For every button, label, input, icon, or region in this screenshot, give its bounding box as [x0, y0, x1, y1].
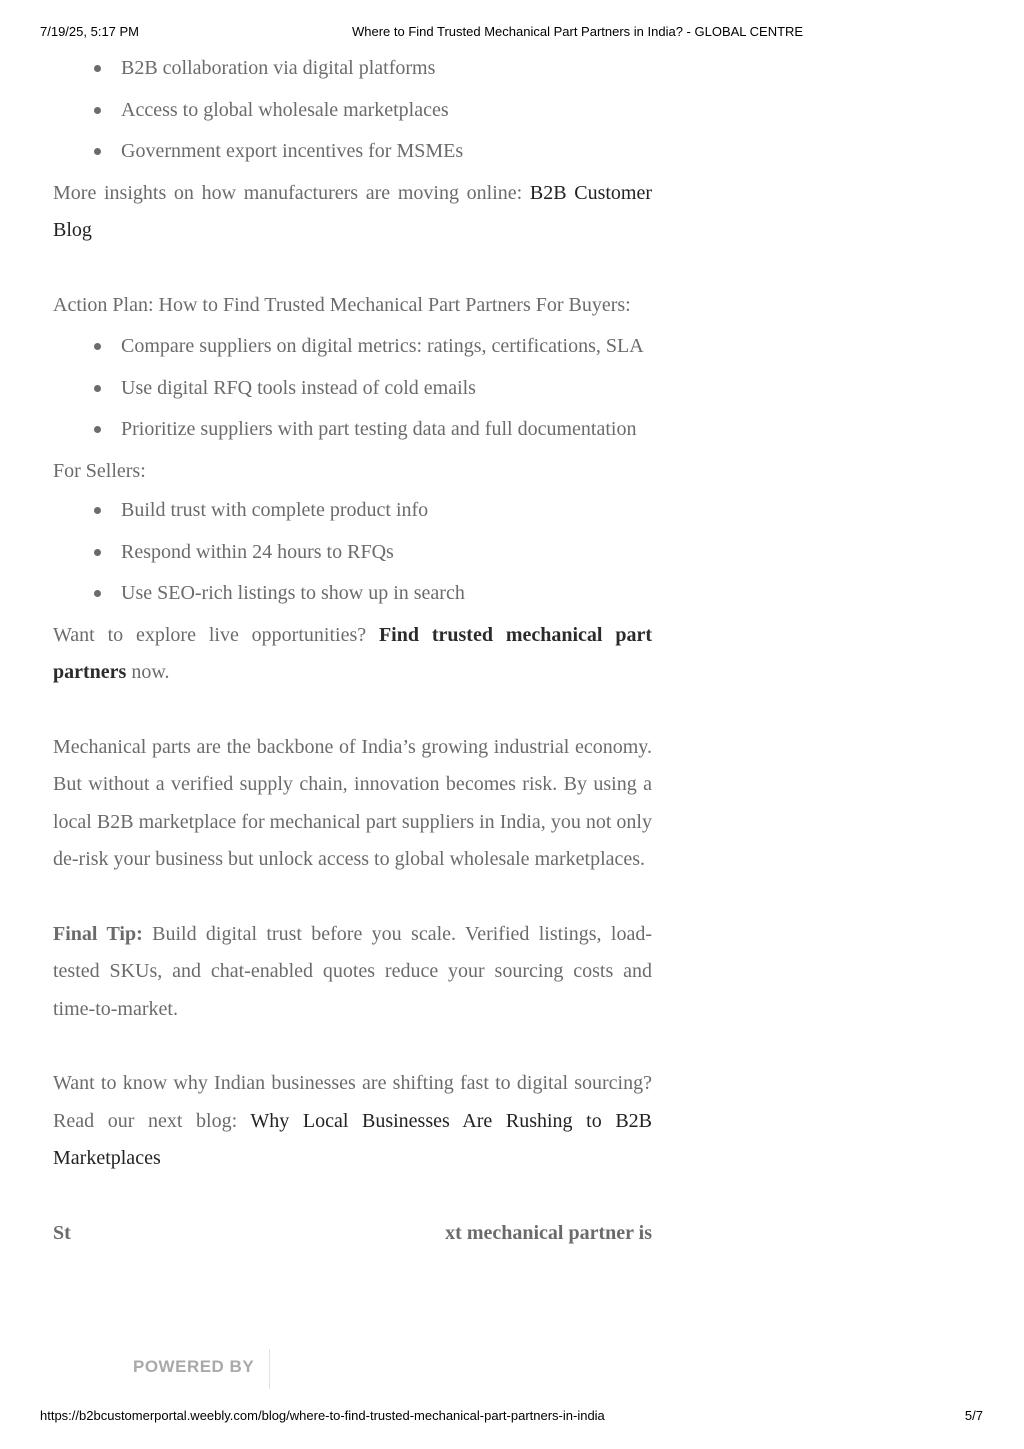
badge-divider	[269, 1349, 270, 1389]
list-item: Build trust with complete product info	[121, 492, 652, 530]
list-item: Use digital RFQ tools instead of cold emails	[121, 370, 652, 408]
insights-paragraph	[53, 175, 652, 250]
sellers-heading: For Sellers:	[53, 459, 146, 482]
cutoff-start: St	[53, 1221, 71, 1244]
cutoff-paragraph	[53, 1215, 652, 1253]
list-item: Respond within 24 hours to RFQs	[121, 534, 652, 572]
print-header	[0, 24, 1024, 44]
list-item: B2B collaboration via digital platforms	[121, 50, 652, 88]
print-timestamp: 7/19/25, 5:17 PM	[40, 24, 140, 39]
spacer	[53, 879, 652, 916]
buyers-list	[53, 328, 652, 449]
powered-by-label: POWERED BY	[133, 1357, 255, 1376]
action-plan-heading: Action Plan: How to Find Trusted Mechanical Part Partners For Buyers:	[53, 293, 631, 316]
list-item: Access to global wholesale marketplaces	[121, 92, 652, 130]
print-url: https://b2bcustomerportal.weebly.com/blog/where-to-find-trusted-mechanical-part-partners-in-india	[40, 1408, 605, 1423]
sellers-list	[53, 492, 652, 613]
spacer	[53, 692, 652, 729]
list-item: Government export incentives for MSMEs	[121, 133, 652, 171]
spacer	[53, 1178, 652, 1215]
final-tip-text: Build digital trust before you scale. Verified listings, load-tested SKUs, and chat-enabled quotes reduce your sourcing costs and time-to-market.	[53, 922, 652, 1020]
print-page-title: Where to Find Trusted Mechanical Part Partners in India? - GLOBAL CENTRE	[352, 24, 804, 39]
explore-suffix: now.	[126, 661, 170, 683]
print-footer	[0, 1408, 1024, 1428]
list-item: Use SEO-rich listings to show up in search	[121, 575, 652, 613]
conclusion-paragraph: Mechanical parts are the backbone of India’s growing industrial economy. But without a verified supply chain, innovation becomes risk. By using a local B2B marketplace for mechanical part suppliers in India, you not only de-risk your business but unlock access to global wholesale marketplaces.	[53, 735, 652, 870]
final-tip-paragraph	[53, 916, 652, 1029]
explore-text: Want to explore live opportunities?	[53, 623, 379, 646]
cutoff-end: xt mechanical partner is	[445, 1221, 652, 1244]
next-blog-paragraph	[53, 1065, 652, 1178]
next-blog-link[interactable]: Why Local Businesses Are Rushing to B2B Marketplaces	[53, 1109, 652, 1169]
list-item: Prioritize suppliers with part testing data and full documentation	[121, 411, 652, 449]
spacer	[53, 250, 652, 287]
insights-text: More insights on how manufacturers are moving online:	[53, 181, 530, 204]
blog-content	[53, 50, 652, 1252]
find-partners-link[interactable]: Find trusted mechanical part partners	[53, 623, 652, 683]
explore-paragraph	[53, 617, 652, 692]
spacer	[53, 1028, 652, 1065]
final-tip-label: Final Tip:	[53, 922, 143, 945]
next-blog-text: Want to know why Indian businesses are shifting fast to digital sourcing? Read our next blog:	[53, 1072, 652, 1132]
page-number: 5/7	[964, 1408, 983, 1423]
benefits-list	[53, 50, 652, 171]
b2b-customer-blog-link[interactable]: B2B Customer Blog	[53, 181, 653, 241]
powered-by-badge[interactable]	[73, 1331, 428, 1394]
list-item: Compare suppliers on digital metrics: ratings, certifications, SLA	[121, 328, 652, 366]
